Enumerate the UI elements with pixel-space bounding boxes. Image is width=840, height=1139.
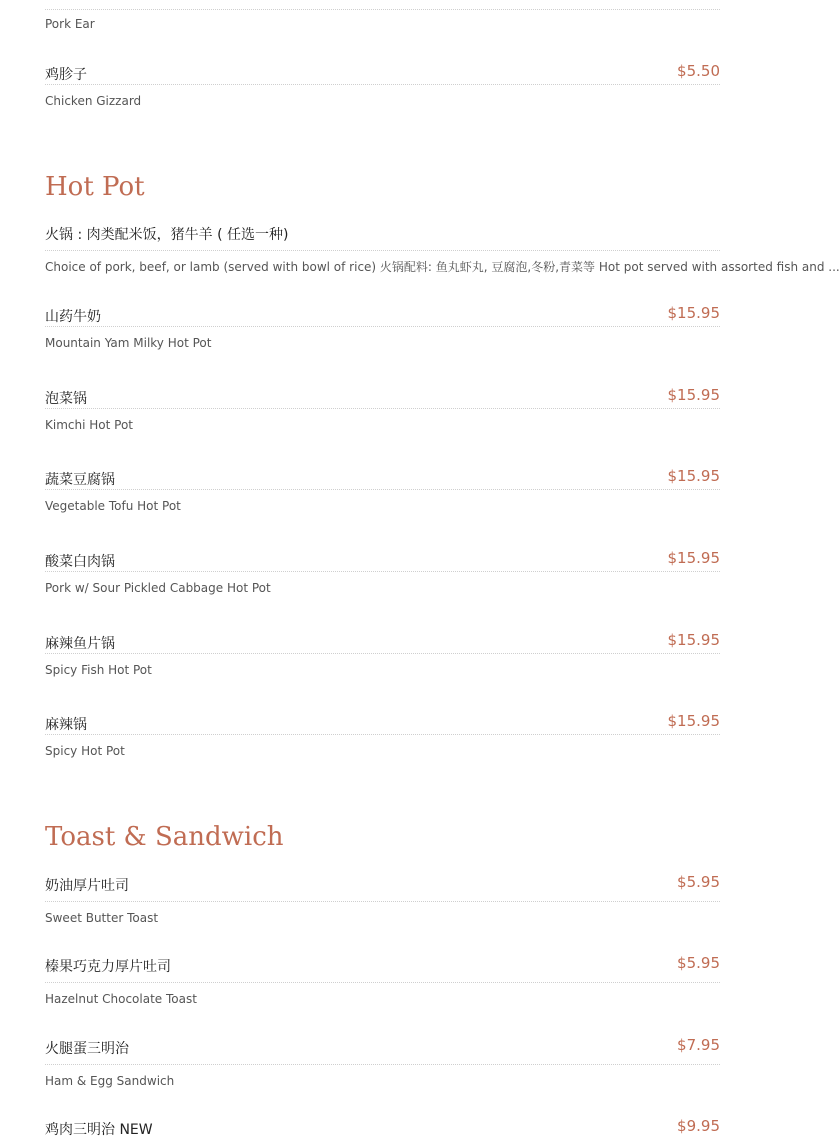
- item-description: Hazelnut Chocolate Toast: [45, 992, 197, 1006]
- item-description: Spicy Hot Pot: [45, 744, 125, 758]
- item-name: 山药牛奶: [45, 309, 101, 325]
- item-name: 麻辣锅: [45, 717, 87, 733]
- item-divider: [45, 489, 720, 490]
- menu-item-chicken-sandwich[interactable]: [45, 1117, 720, 1138]
- item-name: 奶油厚片吐司: [45, 878, 129, 894]
- item-price: $5.95: [677, 954, 720, 972]
- item-price: $7.95: [677, 1036, 720, 1054]
- item-name: 酸菜白肉锅: [45, 554, 115, 570]
- item-divider: [45, 901, 720, 902]
- item-description: Vegetable Tofu Hot Pot: [45, 499, 181, 513]
- item-description: Chicken Gizzard: [45, 94, 142, 108]
- item-description: Spicy Fish Hot Pot: [45, 663, 152, 677]
- section-title-toast-sandwich: Toast & Sandwich: [45, 822, 284, 852]
- menu-item-chicken-gizzard[interactable]: [45, 62, 720, 146]
- item-divider: [45, 982, 720, 983]
- item-price: $15.95: [667, 467, 720, 485]
- menu-item-hot-pot-base[interactable]: [45, 226, 840, 306]
- item-price: $15.95: [667, 386, 720, 404]
- item-name: 榛果巧克力厚片吐司: [45, 959, 171, 975]
- item-name: 泡菜锅: [45, 391, 87, 407]
- item-divider: [45, 1064, 720, 1065]
- menu-item-hazelnut-toast[interactable]: [45, 954, 720, 1038]
- item-price: $15.95: [667, 549, 720, 567]
- item-description: Pork Ear: [45, 17, 95, 31]
- item-divider: [45, 9, 720, 10]
- menu-item-spicy-hot-pot[interactable]: [45, 712, 720, 796]
- item-divider: [45, 653, 720, 654]
- item-price: $5.95: [677, 873, 720, 891]
- item-divider: [45, 250, 720, 251]
- item-name: 蔬菜豆腐锅: [45, 472, 115, 488]
- item-divider: [45, 84, 720, 85]
- item-name: 鸡胗子: [45, 67, 87, 83]
- menu-item-kimchi[interactable]: [45, 386, 720, 470]
- item-description: Sweet Butter Toast: [45, 911, 159, 925]
- menu-item-ham-egg-sandwich[interactable]: [45, 1036, 720, 1120]
- item-description: Pork w/ Sour Pickled Cabbage Hot Pot: [45, 581, 271, 595]
- menu-item-sour-cabbage[interactable]: [45, 549, 720, 633]
- item-name: 火锅 : 肉类配米饭，猪牛羊 ( 任选一种): [45, 227, 289, 243]
- item-description: Kimchi Hot Pot: [45, 418, 133, 432]
- item-divider: [45, 734, 720, 735]
- item-divider: [45, 571, 720, 572]
- menu-item-spicy-fish[interactable]: [45, 631, 720, 715]
- item-price: $15.95: [667, 304, 720, 322]
- item-description: Choice of pork, beef, or lamb (served with bowl of rice) 火锅配料: 鱼丸虾丸, 豆腐泡,冬粉,青菜等 Hot pot served with assorted fish and ...: [45, 260, 840, 274]
- item-name: 麻辣鱼片锅: [45, 636, 115, 652]
- section-title-hot-pot: Hot Pot: [45, 172, 145, 202]
- item-divider: [45, 326, 720, 327]
- item-name: 火腿蛋三明治: [45, 1041, 129, 1057]
- menu-item-mountain-yam[interactable]: [45, 304, 720, 388]
- menu-item-vegetable-tofu[interactable]: [45, 467, 720, 551]
- item-price: $9.95: [677, 1117, 720, 1135]
- item-divider: [45, 408, 720, 409]
- menu-item-butter-toast[interactable]: [45, 873, 720, 957]
- item-price: $15.95: [667, 712, 720, 730]
- item-name: 鸡肉三明治 NEW: [45, 1122, 153, 1138]
- item-price: $5.50: [677, 62, 720, 80]
- item-price: $15.95: [667, 631, 720, 649]
- item-description: Mountain Yam Milky Hot Pot: [45, 336, 212, 350]
- item-description: Ham & Egg Sandwich: [45, 1074, 175, 1088]
